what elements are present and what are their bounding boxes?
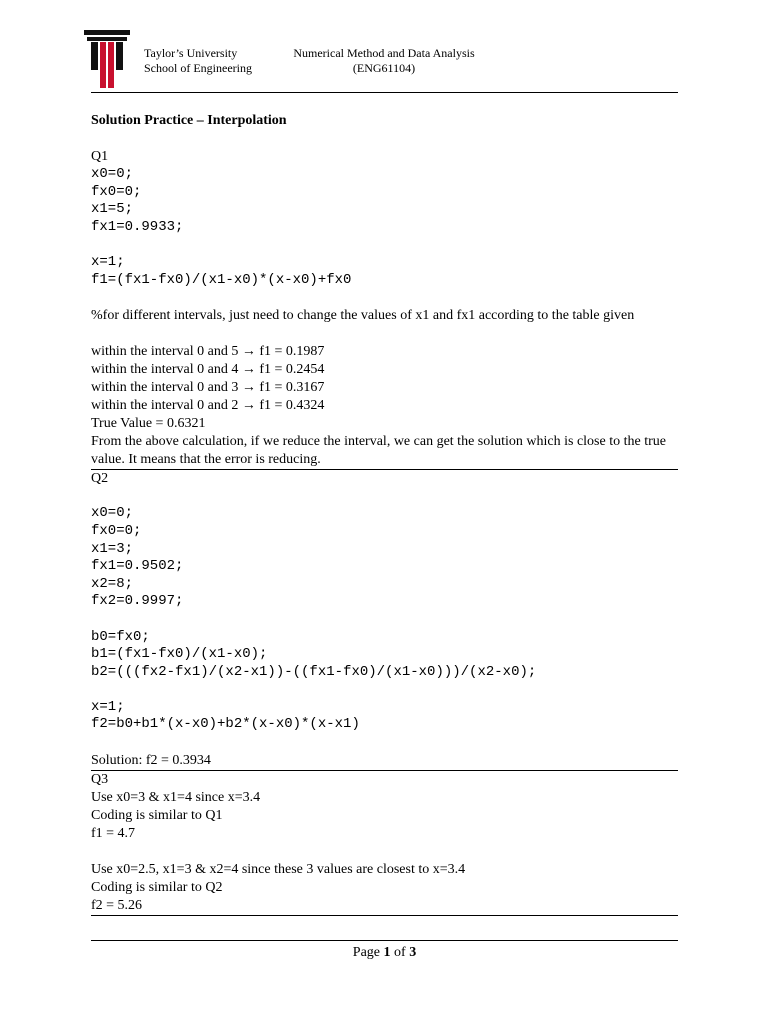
footer-divider: [91, 940, 678, 941]
q1-result: within the interval 0 and 3 → f1 = 0.3167: [91, 379, 325, 395]
q2-code-line: x0=0;: [91, 505, 134, 522]
q2-code-line: b1=(fx1-fx0)/(x1-x0);: [91, 646, 268, 663]
q2-code-line: b2=(((fx2-fx1)/(x2-x1))-((fx1-fx0)/(x1-x0)))/(x2-x0);: [91, 663, 537, 680]
course-name: Numerical Method and Data Analysis: [293, 46, 475, 60]
q1-result: within the interval 0 and 5 → f1 = 0.1987: [91, 343, 325, 359]
q1-result: within the interval 0 and 4 → f1 = 0.2454: [91, 361, 325, 377]
q2-code-line: fx2=0.9997;: [91, 593, 184, 610]
school-name: School of Engineering: [144, 61, 252, 75]
q2-code-line: b0=fx0;: [91, 628, 150, 645]
q3-line: f1 = 4.7: [91, 825, 136, 841]
page-word: Page: [352, 945, 381, 960]
document-body: [91, 112, 681, 916]
q3-section: [91, 771, 681, 915]
q2-code-line: fx0=0;: [91, 522, 142, 539]
q2-section: [91, 470, 681, 770]
taylors-logo-icon: [84, 30, 130, 88]
q2-code-line: fx1=0.9502;: [91, 558, 184, 575]
university-name: Taylor’s University: [144, 46, 238, 60]
header-right: [284, 46, 484, 76]
q1-code-line: x0=0;: [91, 166, 134, 182]
course-code: (ENG61104): [352, 61, 416, 75]
q1-label: Q1: [91, 149, 109, 164]
q1-code-line: fx0=0;: [91, 183, 142, 200]
q2-code-line: x1=3;: [91, 540, 134, 557]
q1-code-line: fx1=0.9933;: [91, 218, 184, 235]
q3-label: Q3: [91, 771, 109, 787]
q1-section: [91, 148, 681, 469]
q3-line: Use x0=2.5, x1=3 & x2=4 since these 3 values are closest to x=3.4: [91, 861, 466, 877]
q1-code-line: f1=(fx1-fx0)/(x1-x0)*(x-x0)+fx0: [91, 271, 352, 288]
q2-solution: Solution: f2 = 0.3934: [91, 752, 211, 768]
page-header: [84, 30, 678, 94]
q3-line: f2 = 5.26: [91, 897, 143, 913]
section-divider: [91, 915, 678, 916]
q2-code-line: f2=b0+b1*(x-x0)+b2*(x-x0)*(x-x1): [91, 716, 360, 733]
q1-code-line: x=1;: [91, 253, 125, 270]
q1-true-value: True Value = 0.6321: [91, 415, 206, 431]
q2-label: Q2: [91, 470, 109, 486]
q3-line: Coding is similar to Q2: [91, 879, 223, 895]
q3-line: Coding is similar to Q1: [91, 807, 223, 823]
page-footer: [91, 944, 678, 962]
header-divider: [91, 92, 678, 93]
page-total: 3: [409, 945, 417, 960]
page-number: 1: [383, 945, 391, 960]
q2-code-line: x=1;: [91, 698, 125, 715]
header-left: [144, 46, 252, 76]
q1-note: %for different intervals, just need to change the values of x1 and fx1 according to the table given: [91, 307, 635, 323]
q1-code-line: x1=5;: [91, 201, 134, 218]
q1-conclusion: From the above calculation, if we reduce the interval, we can get the solution which is close to the true value. It means that the error is reducing.: [91, 433, 666, 467]
q3-line: Use x0=3 & x1=4 since x=3.4: [91, 789, 261, 805]
q2-code-line: x2=8;: [91, 575, 134, 592]
q1-result: within the interval 0 and 2 → f1 = 0.4324: [91, 397, 325, 413]
of-word: of: [394, 945, 406, 960]
document-title: Solution Practice – Interpolation: [91, 113, 287, 128]
